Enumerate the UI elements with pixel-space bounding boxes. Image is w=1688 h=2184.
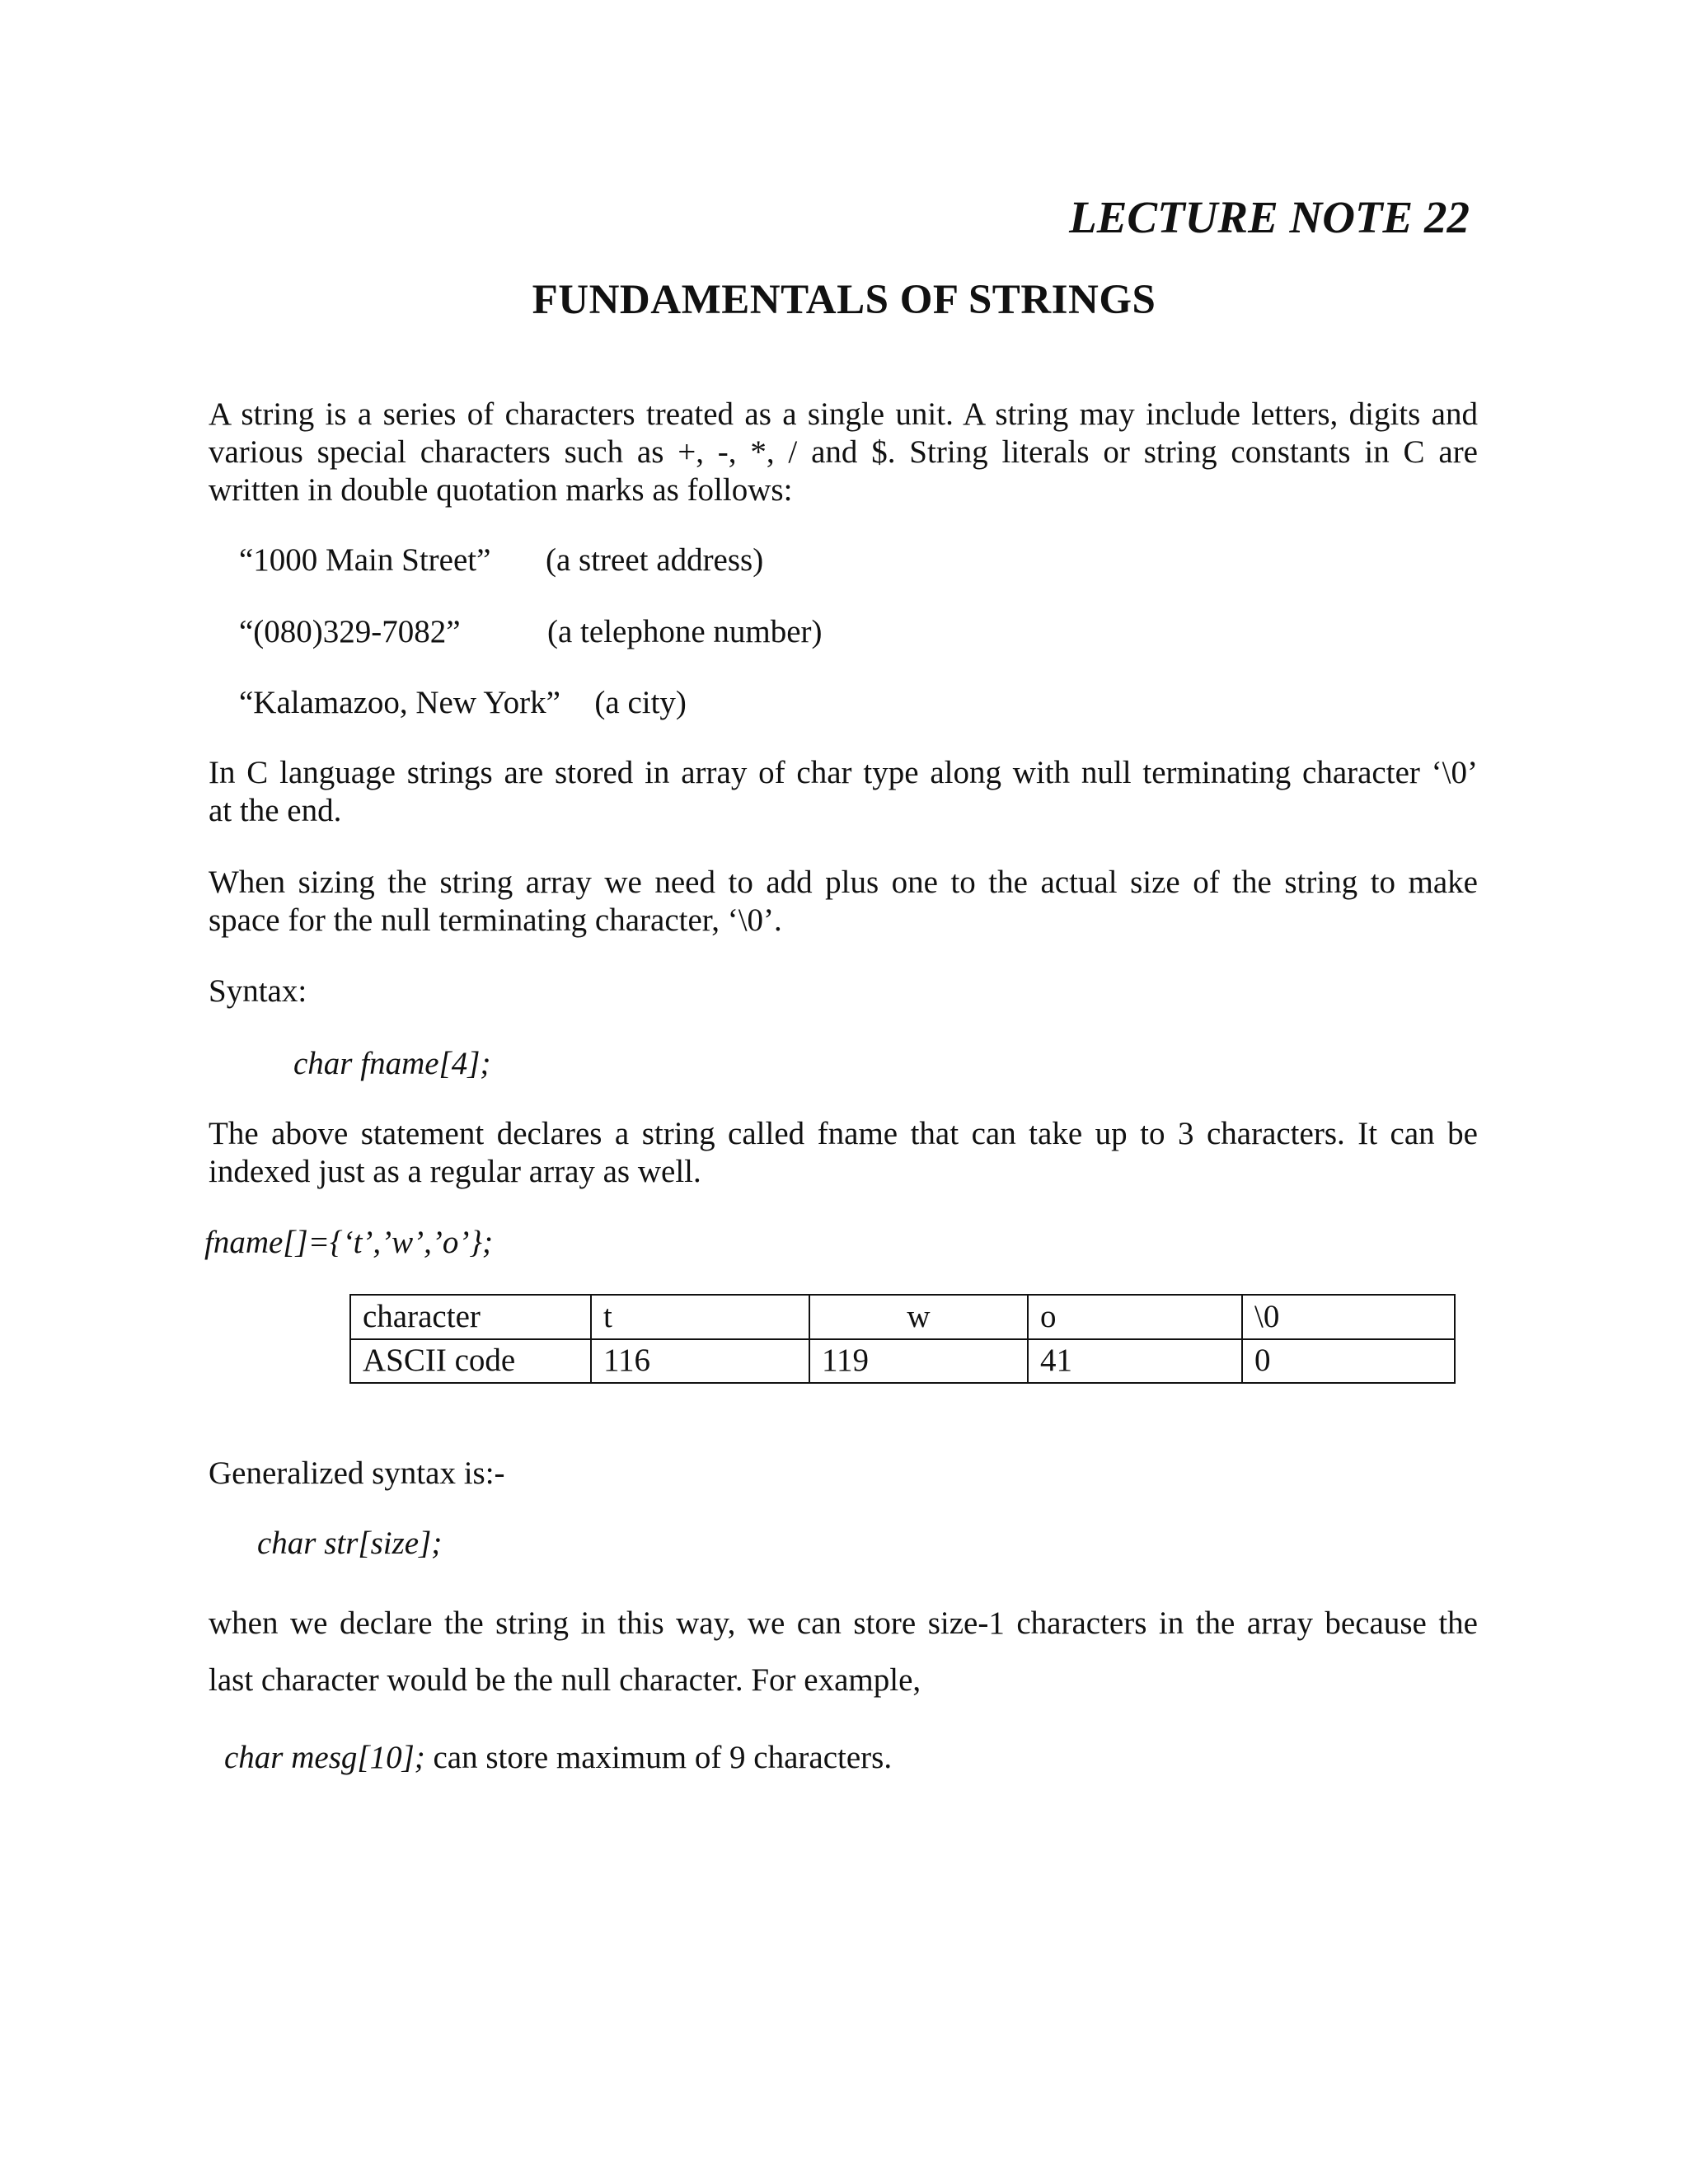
table-cell: 0	[1242, 1339, 1455, 1384]
intro-line-1: A string is a series of characters treated as a single unit. A string may include letters, digits and	[209, 396, 1478, 432]
general-line-1: when we declare the string in this way, we can store size-1 characters in the array because the	[209, 1605, 1478, 1641]
lecture-note-label: LECTURE NOTE 22	[1069, 192, 1470, 242]
storage-paragraph	[209, 754, 1478, 830]
declare-line-2: indexed just as a regular array as well.	[209, 1154, 701, 1189]
sizing-paragraph	[209, 864, 1478, 940]
example-city-literal: “Kalamazoo, New York”	[239, 685, 560, 720]
sizing-line-2: space for the null terminating character, ‘\0’.	[209, 902, 782, 938]
intro-paragraph	[209, 396, 1478, 509]
general-paragraph	[209, 1595, 1478, 1708]
example-line	[224, 1739, 892, 1777]
generalized-label: Generalized syntax is:-	[209, 1455, 505, 1491]
storage-line-1: In C language strings are stored in array of char type along with null terminating character ‘\0’	[209, 755, 1478, 790]
example-line-code: char mesg[10];	[224, 1740, 425, 1775]
example-street-note: (a street address)	[546, 542, 764, 578]
intro-line-3: written in double quotation marks as follows:	[209, 472, 793, 508]
generalized-code: char str[size];	[257, 1526, 443, 1561]
ascii-table	[349, 1294, 1456, 1384]
syntax-code: char fname[4];	[293, 1046, 491, 1081]
example-city	[239, 684, 687, 722]
table-cell: \0	[1242, 1295, 1455, 1339]
table-cell: character	[350, 1295, 591, 1339]
table-cell: 41	[1028, 1339, 1242, 1384]
example-city-note: (a city)	[594, 685, 687, 720]
example-phone-note: (a telephone number)	[547, 614, 823, 649]
example-line-text: can store maximum of 9 characters.	[424, 1740, 893, 1775]
intro-line-2: various special characters such as +, -, *, / and $. String literals or string constants in C are	[209, 434, 1478, 470]
sizing-line-1: When sizing the string array we need to add plus one to the actual size of the string to make	[209, 865, 1478, 900]
syntax-label: Syntax:	[209, 973, 307, 1009]
example-street-literal: “1000 Main Street”	[239, 542, 491, 578]
table-cell: ASCII code	[350, 1339, 591, 1384]
declare-line-1: The above statement declares a string called fname that can take up to 3 characters. It can be	[209, 1116, 1478, 1151]
declare-paragraph	[209, 1115, 1478, 1191]
table-cell: w	[809, 1295, 1028, 1339]
table-row	[350, 1295, 1455, 1339]
table-cell: t	[591, 1295, 809, 1339]
init-code: fname[]={‘t’,’w’,’o’};	[204, 1225, 493, 1260]
example-phone	[239, 613, 461, 651]
page-title: FUNDAMENTALS OF STRINGS	[532, 277, 1156, 323]
table-row	[350, 1339, 1455, 1384]
example-phone-literal: “(080)329-7082”	[239, 614, 461, 649]
storage-line-2: at the end.	[209, 793, 342, 828]
table-cell: 116	[591, 1339, 809, 1384]
table-cell: o	[1028, 1295, 1242, 1339]
general-line-2: last character would be the null character. For example,	[209, 1662, 921, 1698]
example-street	[239, 541, 490, 579]
table-cell: 119	[809, 1339, 1028, 1384]
